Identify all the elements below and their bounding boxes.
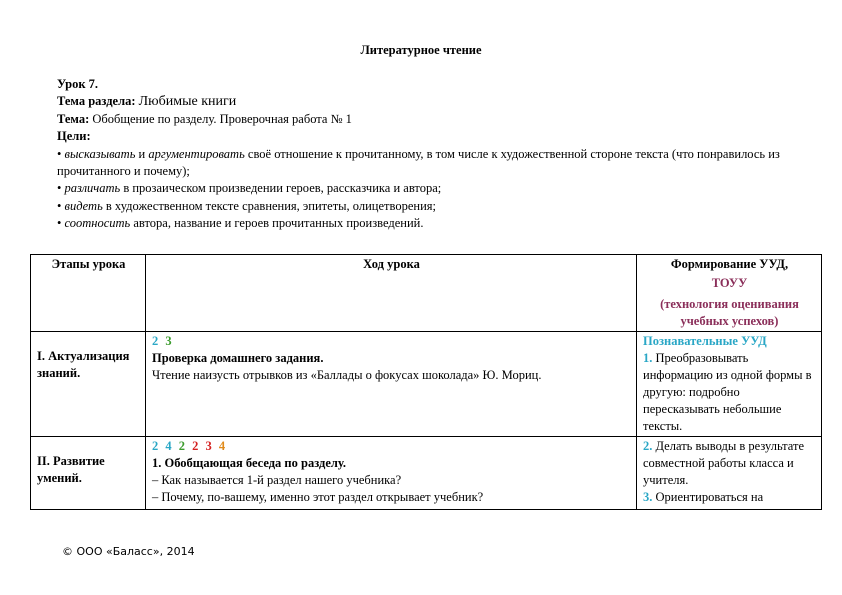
score-number: 3 — [205, 439, 214, 453]
uud-item — [643, 438, 816, 489]
copyright: © ООО «Баласс», 2014 — [62, 545, 195, 558]
score-number: 3 — [165, 334, 174, 348]
stage-label: II. Развитие умений. — [37, 454, 105, 485]
goal-item — [57, 215, 817, 232]
uud-heading: Познавательные УУД — [643, 334, 767, 348]
uud-item — [643, 350, 816, 435]
course-title: Проверка домашнего задания. — [152, 351, 324, 365]
score-number: 2 — [152, 439, 161, 453]
header-uud — [637, 255, 822, 332]
header-uud-title: Формирование УУД, — [670, 257, 789, 271]
score-number: 2 — [152, 334, 161, 348]
lesson-table — [30, 254, 822, 510]
topic-label: Тема: — [57, 111, 90, 126]
bullet: • — [57, 146, 62, 161]
score-number: 4 — [165, 439, 174, 453]
lesson-number: Урок 7. — [57, 77, 99, 91]
score-numbers — [152, 438, 631, 455]
course-line: – Как называется 1-й раздел нашего учебника? — [152, 473, 402, 487]
goal-item — [57, 180, 817, 197]
stage-label: I. Актуализация знаний. — [37, 349, 130, 380]
goal-item — [57, 198, 817, 215]
goals-label: Цели: — [57, 129, 91, 144]
table-row — [31, 332, 822, 437]
uud-text: Ориентироваться на — [652, 490, 764, 504]
course-line: – Почему, по-вашему, именно этот раздел открывает учебник? — [152, 490, 484, 504]
header-touu-sub: (технология оценивания учебных успехов) — [660, 297, 799, 328]
goal-text: в художественном тексте сравнения, эпитеты, олицетворения; — [102, 198, 436, 213]
score-numbers — [152, 333, 631, 350]
stage-cell — [31, 437, 146, 510]
uud-cell — [637, 332, 822, 437]
uud-text: Преобразовывать информацию из одной формы в другую: подробно пересказывать небольшие тексты. — [643, 351, 812, 433]
section-value: Любимые книги — [138, 94, 237, 110]
goal-text: автора, название и героев прочитанных произведений. — [130, 216, 424, 231]
goal-verb: высказывать — [64, 146, 136, 161]
goal-text: в прозаическом произведении героев, рассказчика и автора; — [120, 181, 442, 196]
uud-number: 2. — [643, 439, 653, 453]
goal-item — [57, 146, 817, 181]
topic-value: Обобщение по разделу. Проверочная работа № 1 — [92, 111, 352, 126]
bullet: • — [57, 216, 62, 231]
table-row — [31, 437, 822, 510]
section-line — [57, 93, 817, 110]
score-number: 2 — [192, 439, 201, 453]
goal-verb: видеть — [64, 198, 103, 213]
goal-verb: соотносить — [64, 216, 131, 231]
uud-text: Делать выводы в результате совместной работы класса и учителя. — [643, 439, 805, 487]
goal-verb: аргументировать — [148, 146, 245, 161]
course-cell — [146, 332, 637, 437]
uud-item — [643, 489, 816, 506]
bullet: • — [57, 181, 62, 196]
score-number: 4 — [218, 439, 228, 453]
uud-number: 3. — [643, 490, 653, 504]
header-course: Ход урока — [146, 255, 637, 332]
course-title: 1. Обобщающая беседа по разделу. — [152, 456, 347, 470]
page-title: Литературное чтение — [360, 43, 482, 57]
goal-verb: различать — [64, 181, 121, 196]
bullet: • — [57, 198, 62, 213]
header-touu: ТОУУ — [711, 276, 748, 290]
goal-text: и — [135, 146, 149, 161]
course-line: Чтение наизусть отрывков из «Баллады о фокусах шоколада» Ю. Мориц. — [152, 368, 542, 382]
score-number: 2 — [178, 439, 187, 453]
goal-text: своё отношение к прочитанному, в том числе к художественной стороне текста (что понравилось из прочитанного и почему); — [57, 146, 780, 179]
uud-cell — [637, 437, 822, 510]
topic-line — [57, 111, 817, 128]
header-stages: Этапы урока — [31, 255, 146, 332]
stage-cell — [31, 332, 146, 437]
uud-number: 1. — [643, 351, 653, 365]
course-cell — [146, 437, 637, 510]
lesson-intro — [57, 76, 817, 233]
table-header-row — [31, 255, 822, 332]
section-label: Тема раздела: — [57, 94, 136, 109]
